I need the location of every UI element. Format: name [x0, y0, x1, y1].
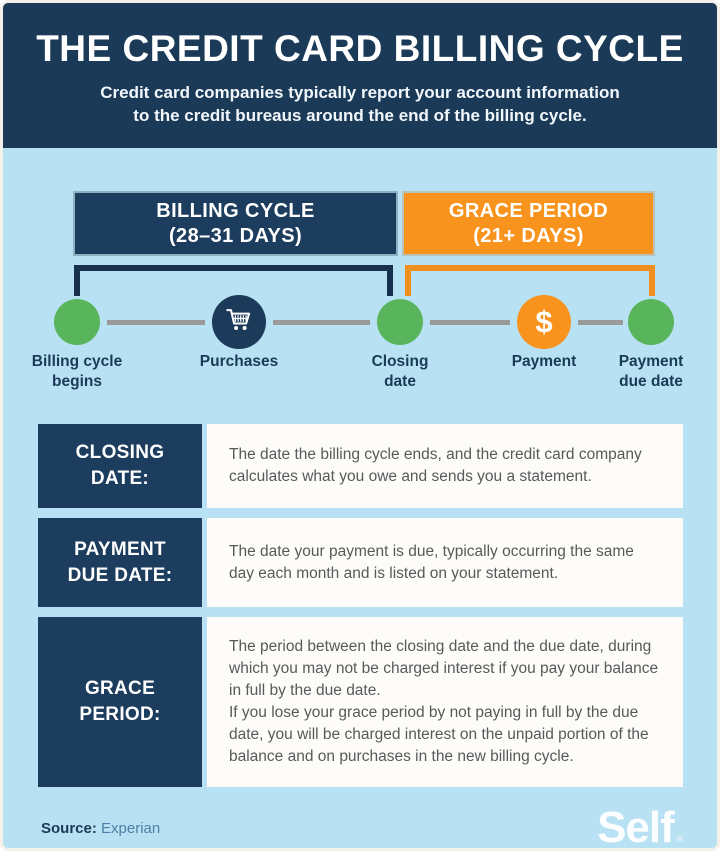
billing-cycle-bar-line1: BILLING CYCLE	[156, 199, 315, 222]
subtitle-line-1: Credit card companies typically report your account information	[100, 82, 620, 102]
billing-cycle-bracket	[74, 265, 393, 296]
node-payment	[517, 295, 571, 349]
definition-row-grace-period	[38, 617, 683, 787]
description-text: The date your payment is due, typically occurring the same day each month and is listed on your statement.	[229, 542, 634, 582]
definition-row-closing-date	[38, 424, 683, 508]
source-label: Source:	[41, 819, 97, 837]
description-text: The period between the closing date and the due date, during which you may not be charged interest if you pay your balance in full by the due date.	[229, 638, 659, 699]
timeline-connector	[273, 320, 370, 325]
timeline-connector	[578, 320, 623, 325]
description-text: If you lose your grace period by not paying in full by the due date, you will be charged interest on the unpaid portion of the balance and on purchases in the new billing cycle.	[229, 704, 649, 765]
source-credit	[41, 820, 160, 837]
subtitle-line-2: to the credit bureaus around the end of the billing cycle.	[133, 105, 587, 125]
timeline-connector	[107, 320, 205, 325]
self-logo-text: Self	[597, 803, 674, 851]
node-payment-due-date	[628, 299, 674, 345]
description-closing-date	[207, 424, 683, 508]
node-purchases	[212, 295, 266, 349]
source-value: Experian	[96, 819, 161, 837]
node-closing-date	[377, 299, 423, 345]
definition-row-payment-due-date	[38, 518, 683, 607]
grace-period-bar	[404, 193, 653, 254]
grace-period-bracket	[405, 265, 655, 296]
dollar-icon: $	[535, 303, 553, 339]
billing-cycle-timeline	[3, 148, 717, 424]
node-label-payment-due-date: Payment due date	[618, 353, 684, 391]
grace-period-bar-line1: GRACE PERIOD	[448, 199, 609, 222]
node-billing-cycle-begins	[54, 299, 100, 345]
page-title: THE CREDIT CARD BILLING CYCLE	[36, 28, 684, 69]
description-grace-period	[207, 617, 683, 787]
shopping-cart-icon	[223, 304, 255, 341]
billing-cycle-bar-line2: (28–31 DAYS)	[168, 224, 303, 247]
header	[3, 3, 717, 148]
node-label-closing-date: Closing date	[371, 353, 429, 391]
footer	[3, 797, 717, 851]
grace-period-bar-line2: (21+ DAYS)	[473, 224, 584, 247]
description-text: The date the billing cycle ends, and the credit card company calculates what you owe and sends you a statement.	[229, 446, 642, 485]
node-label-payment: Payment	[511, 353, 577, 370]
definitions-section	[38, 424, 683, 787]
self-logo-period: .	[673, 803, 685, 851]
self-logo	[597, 803, 685, 851]
node-label-purchases: Purchases	[199, 353, 279, 370]
term-payment-due-date: PAYMENT DUE DATE:	[38, 518, 202, 607]
timeline-connector	[430, 320, 510, 325]
billing-cycle-bar	[75, 193, 396, 254]
description-payment-due-date	[207, 518, 683, 607]
node-label-billing-cycle-begins: Billing cycle begins	[31, 353, 123, 391]
page-subtitle	[3, 82, 717, 128]
term-closing-date: CLOSING DATE:	[38, 424, 202, 508]
term-grace-period: GRACE PERIOD:	[38, 617, 202, 787]
